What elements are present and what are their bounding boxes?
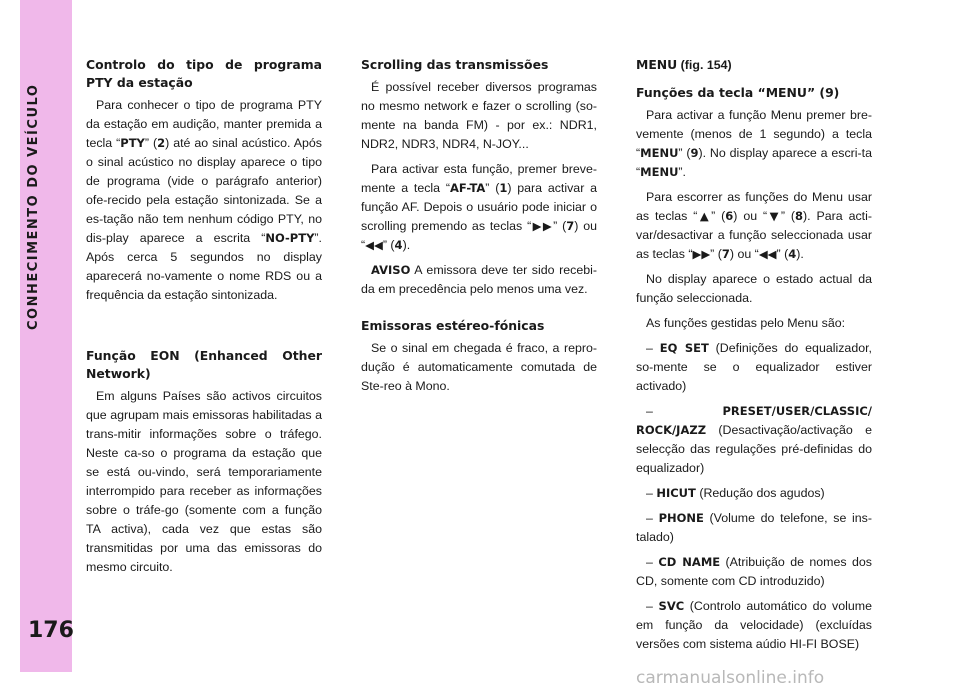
text: ”. <box>678 165 686 179</box>
text: ” ( <box>382 238 395 252</box>
forward-icon: ▶▶ <box>692 247 711 261</box>
text: Para escorrer as funções do Menu usar as teclas “ <box>636 190 872 223</box>
text: ” ( <box>711 209 726 223</box>
heading-pty: Controlo do tipo de programa PTY da estação <box>86 57 322 90</box>
key-number: 8 <box>795 209 804 223</box>
text: ). No display aparece a escri-ta “ <box>636 146 872 179</box>
function-description: (Redução dos agudos) <box>695 486 825 500</box>
warning-label: AVISO <box>371 263 411 277</box>
paragraph-activate <box>361 160 597 255</box>
key-pty: PTY <box>120 136 145 150</box>
function-description: (Definições do equalizador, so-mente se o equalizador estiver activado) <box>636 341 872 393</box>
text: ). Para acti-var/desactivar a função seleccionada usar as teclas “ <box>636 209 872 261</box>
paragraph-functions-intro: As funções gestidas pelo Menu são: <box>646 316 846 330</box>
dash: – <box>646 555 659 569</box>
forward-icon: ▶▶ <box>531 219 554 233</box>
column-3 <box>636 56 872 660</box>
key-no-pty: NO-PTY <box>265 231 315 245</box>
key-number: 7 <box>721 247 730 261</box>
text: Para activar a função Menu premer bre-vemente (menos de 1 segundo) a tecla “ <box>636 108 872 160</box>
key-number: 7 <box>566 219 575 233</box>
watermark: carmanualsonline.info <box>636 668 825 688</box>
up-arrow-icon: ▲ <box>697 209 712 223</box>
paragraph-scrolling: É possível receber diversos programas no mesmo network e fazer o scrolling (so-mente na banda FM) - por ex.: NDR1, NDR2, NDR3, NDR4, N-JOY... <box>361 80 597 151</box>
text: ) ou “ <box>729 247 759 261</box>
text: ” ( <box>780 209 796 223</box>
dash: – <box>646 341 660 355</box>
menu-function-list <box>636 339 872 654</box>
paragraph-state: No display aparece o estado actual da função seleccionada. <box>636 272 872 305</box>
menu-function-item <box>636 509 872 547</box>
function-key: PRESET/USER/CLASSIC/ ROCK/JAZZ <box>636 404 872 437</box>
spacer <box>361 305 597 317</box>
key-number: 1 <box>499 181 508 195</box>
function-description: (Atribuição de nomes dos CD, somente com CD introduzido) <box>636 555 872 588</box>
text: MENU <box>636 57 678 72</box>
column-2 <box>361 56 597 402</box>
paragraph-pty <box>86 96 322 305</box>
function-description: (Volume do telefone, se ins-talado) <box>636 511 872 544</box>
paragraph-stereo: Se o sinal em chegada é fraco, a repro-dução é automaticamente comutada de Ste-reo à Mono. <box>361 341 597 393</box>
key-number: 4 <box>788 247 797 261</box>
dash: – <box>646 486 657 500</box>
text: ). <box>402 238 411 252</box>
menu-function-item <box>636 339 872 396</box>
function-key: SVC <box>658 599 685 613</box>
key-number: 2 <box>157 136 166 150</box>
section-title: CONHECIMENTO DO VEÍCULO <box>26 83 41 330</box>
function-description: (Desactivação/activação e selecção das regulações pré-definidas do equalizador) <box>636 423 872 475</box>
rewind-icon: ◀◀ <box>365 238 383 252</box>
paragraph-menu-scroll <box>636 188 872 264</box>
text: ” ( <box>144 136 158 150</box>
rewind-icon: ◀◀ <box>758 247 777 261</box>
text: ) ou “ <box>361 219 598 252</box>
function-key: EQ SET <box>659 341 709 355</box>
heading-menu-functions: Funções da tecla “MENU” (9) <box>636 85 840 100</box>
paragraph-eon: Em alguns Países são activos circuitos que agrupam mais emissoras habilitadas a trans-mitir informações sobre o tráfego. Neste ca-so o programa da estação que se está ou-vindo, será temporariamente interrompido para receber as informações sobre o tráfe-go (somente com a função TA activa), cada vez que estas são transmitidas por uma das emissoras do mesmo circuito. <box>86 389 322 574</box>
text: ) até ao sinal acústico. Após o sinal acústico no display aparece o tipo de programa (vide o parágrafo anterior) ofe-recido pela estação sintonizada. Se a es-tação não tem nenhum código PTY, no dis-play aparece a escrita “ <box>86 136 322 245</box>
text: ”. Após cerca 5 segundos no display aparecerá no-vamente o nome RDS ou a frequência da estação sintonizada. <box>86 231 322 302</box>
key-number: 9 <box>690 146 699 160</box>
column-1 <box>86 56 322 583</box>
paragraph-menu-activate <box>636 106 872 182</box>
text: Para activar esta função, premer breve-mente a tecla “ <box>361 162 597 195</box>
text: ) ou “ <box>733 209 768 223</box>
key-menu: MENU <box>640 146 679 160</box>
dash: – <box>646 404 723 418</box>
warning-note <box>361 261 597 299</box>
text: A emissora deve ter sido recebi-da em precedência pelo menos uma vez. <box>361 263 597 296</box>
function-description: (Controlo automático do volume em função da velocidade) (excluídas versões com sistema aúdio HI-FI BOSE) <box>636 599 872 651</box>
spacer <box>86 311 322 335</box>
function-key: PHONE <box>658 511 704 525</box>
dash: – <box>646 511 659 525</box>
heading-eon: Função EON (Enhanced Other Network) <box>86 348 322 381</box>
text: ). <box>796 247 804 261</box>
down-arrow-icon: ▼ <box>767 209 781 223</box>
menu-function-item <box>636 402 872 478</box>
text: Para conhecer o tipo de programa PTY da estação em audição, manter premida a tecla “ <box>86 98 322 150</box>
key-menu: MENU <box>640 165 679 179</box>
text: ) para activar a função AF. Depois o usuário pode iniciar o scrolling premendo as teclas “ <box>361 181 597 233</box>
heading-stereo: Emissoras estéreo-fónicas <box>361 318 545 333</box>
text: ” ( <box>678 146 691 160</box>
text: ” ( <box>485 181 500 195</box>
dash: – <box>646 599 659 613</box>
heading-scrolling: Scrolling das transmissões <box>361 57 549 72</box>
text: ” ( <box>710 247 722 261</box>
page-number: 176 <box>28 618 74 643</box>
text: ” ( <box>776 247 789 261</box>
spacer <box>86 335 322 347</box>
key-number: 6 <box>725 209 734 223</box>
text: (fig. 154) <box>677 58 732 72</box>
function-key: HICUT <box>656 486 696 500</box>
text: ” ( <box>553 219 567 233</box>
key-number: 4 <box>394 238 403 252</box>
menu-function-item <box>636 597 872 654</box>
menu-function-item <box>636 484 872 503</box>
menu-function-item <box>636 553 872 591</box>
heading-menu <box>636 56 872 74</box>
function-key: CD NAME <box>658 555 721 569</box>
key-af-ta: AF-TA <box>449 181 486 195</box>
